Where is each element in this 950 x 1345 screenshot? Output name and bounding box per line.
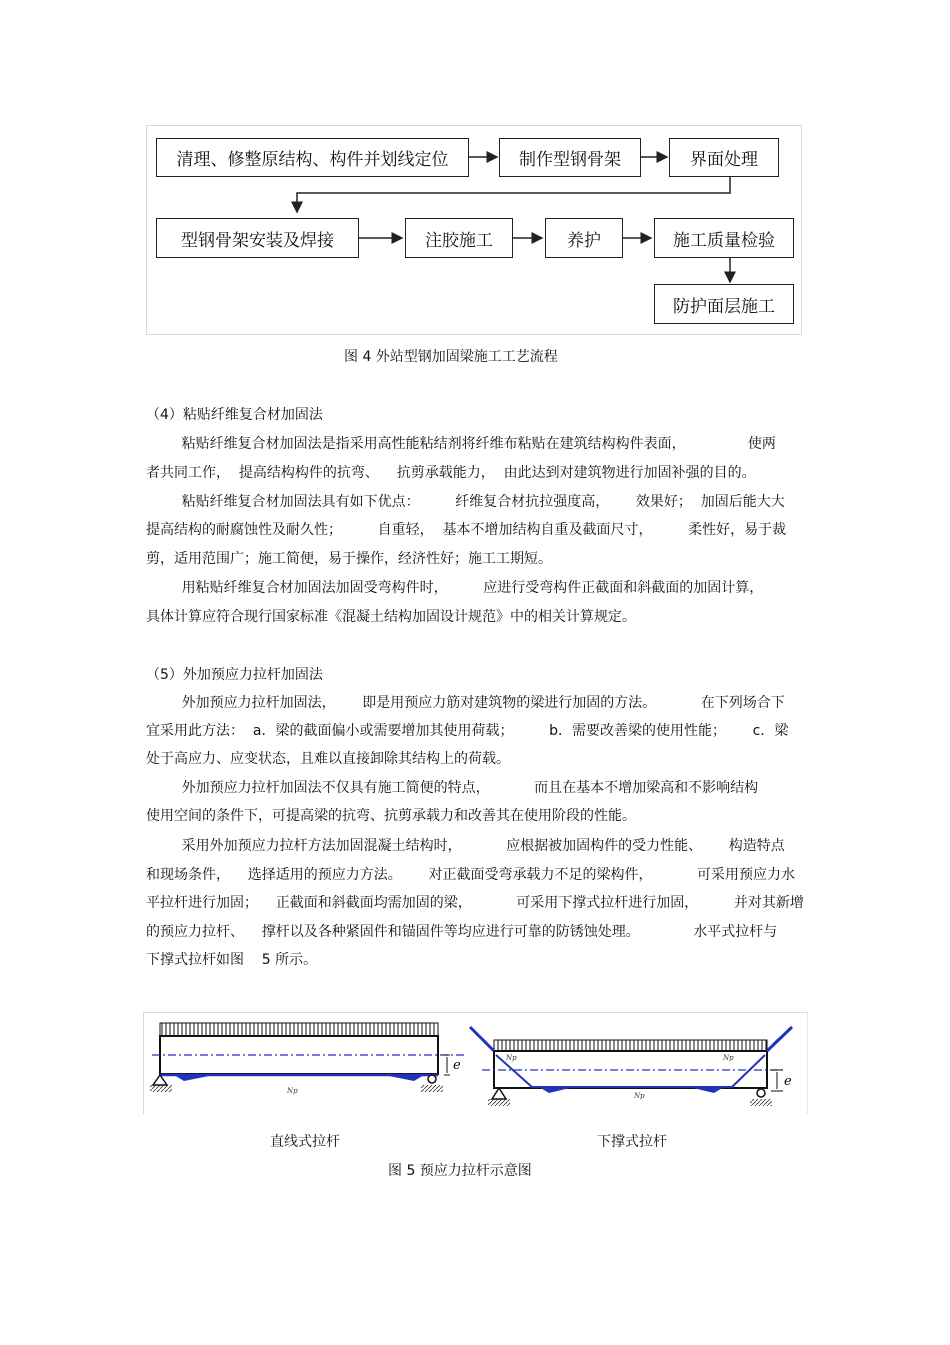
eccentricity-label: e bbox=[784, 1074, 792, 1089]
ground-right bbox=[750, 1099, 772, 1106]
flow-step-4: 型钢骨架安装及焊接 bbox=[156, 218, 359, 258]
distributed-load bbox=[160, 1023, 438, 1036]
flow-step-7: 施工质量检验 bbox=[654, 218, 794, 258]
paragraph-line: 提高结构的耐腐蚀性及耐久性； 自重轻， 基本不增加结构自重及截面尺寸， 柔性好，易于裁 bbox=[146, 522, 787, 538]
figure5-caption: 图 5 预应力拉杆示意图 bbox=[388, 1163, 532, 1179]
paragraph-line: 下撑式拉杆如图 5 所示。 bbox=[146, 952, 318, 968]
inclined-rod-right bbox=[767, 1027, 792, 1051]
paragraph-line: 剪，适用范围广；施工简便，易于操作，经济性好；施工工期短。 bbox=[146, 551, 552, 567]
paragraph-line: 粘贴纤维复合材加固法具有如下优点： 纤维复合材抗拉强度高， 效果好； 加固后能大大 bbox=[146, 494, 785, 510]
support-left bbox=[492, 1088, 506, 1099]
figure4-caption: 图 4 外站型钢加固梁施工工艺流程 bbox=[344, 349, 558, 365]
paragraph-line: 外加预应力拉杆加固法， 即是用预应力筋对建筑物的梁进行加固的方法。 在下列场合下 bbox=[146, 695, 785, 711]
flow-step-8: 防护面层施工 bbox=[654, 284, 794, 324]
section5-heading: （5）外加预应力拉杆加固法 bbox=[146, 667, 323, 683]
king-post-tie-rod-beam bbox=[470, 1027, 792, 1106]
flow-step-6: 养护 bbox=[545, 218, 623, 258]
ground-right bbox=[421, 1085, 443, 1092]
support-left bbox=[153, 1075, 167, 1085]
force-label: Np bbox=[287, 1087, 298, 1095]
straight-tie-rod-beam bbox=[150, 1023, 464, 1095]
section4-heading: （4）粘贴纤维复合材加固法 bbox=[146, 407, 323, 423]
paragraph-line: 使用空间的条件下，可提高梁的抗弯、抗剪承载力和改善其在使用阶段的性能。 bbox=[146, 808, 636, 824]
paragraph-line: 用粘贴纤维复合材加固法加固受弯构件时， 应进行受弯构件正截面和斜截面的加固计算， bbox=[146, 580, 764, 596]
paragraph-line: 者共同工作， 提高结构构件的抗弯、 抗剪承载能力， 由此达到对建筑物进行加固补强的目的。 bbox=[146, 465, 756, 481]
roller-support-right bbox=[757, 1089, 765, 1097]
inclined-rod-left bbox=[470, 1027, 494, 1051]
flow-step-3: 界面处理 bbox=[669, 138, 779, 177]
paragraph-line: 平拉杆进行加固； 正截面和斜截面均需加固的梁， 可采用下撑式拉杆进行加固， 并对其新增 bbox=[146, 895, 804, 911]
ground-left bbox=[150, 1085, 172, 1092]
paragraph-line: 处于高应力、应变状态，且难以直接卸除其结构上的荷载。 bbox=[146, 751, 510, 767]
anchor-wedge-left bbox=[174, 1075, 214, 1081]
paragraph-line: 采用外加预应力拉杆方法加固混凝土结构时， 应根据被加固构件的受力性能、 构造特点 bbox=[146, 838, 785, 854]
straight-tie-rod-label: 直线式拉杆 bbox=[270, 1134, 340, 1150]
flow-step-5: 注胶施工 bbox=[405, 218, 513, 258]
paragraph-line: 和现场条件， 选择适用的预应力方法。 对正截面受弯承载力不足的梁构件， 可采用预应力水 bbox=[146, 867, 796, 883]
distributed-load bbox=[494, 1040, 767, 1051]
force-label: Np bbox=[634, 1092, 645, 1100]
force-label: Np bbox=[506, 1054, 517, 1062]
flow-step-1: 清理、修整原结构、构件并划线定位 bbox=[156, 138, 469, 177]
flow-step-2: 制作型钢骨架 bbox=[499, 138, 641, 177]
eccentricity-label: e bbox=[453, 1058, 461, 1073]
anchor-wedge-right bbox=[384, 1075, 424, 1081]
paragraph-line: 外加预应力拉杆加固法不仅具有施工简便的特点， 而且在基本不增加梁高和不影响结构 bbox=[146, 780, 759, 796]
paragraph-line: 的预应力拉杆、 撑杆以及各种紧固件和锚固件等均应进行可靠的防锈蚀处理。 水平式拉杆与 bbox=[146, 924, 778, 940]
tie-rod-drawing bbox=[144, 1013, 809, 1115]
paragraph-line: 具体计算应符合现行国家标准《混凝土结构加固设计规范》中的相关计算规定。 bbox=[146, 609, 636, 625]
paragraph-line: 粘贴纤维复合材加固法是指采用高性能粘结剂将纤维布粘贴在建筑结构构件表面， 使两 bbox=[146, 436, 776, 452]
paragraph-line: 宜采用此方法： a．梁的截面偏小或需要增加其使用荷载； b．需要改善梁的使用性能； c．梁 bbox=[146, 723, 789, 739]
process-flowchart bbox=[146, 125, 802, 335]
ground-left bbox=[488, 1099, 510, 1106]
king-post-tie-rod-label: 下撑式拉杆 bbox=[597, 1134, 667, 1150]
roller-support-right bbox=[428, 1075, 436, 1083]
tie-rod-diagram bbox=[143, 1012, 808, 1114]
force-label: Np bbox=[723, 1054, 734, 1062]
